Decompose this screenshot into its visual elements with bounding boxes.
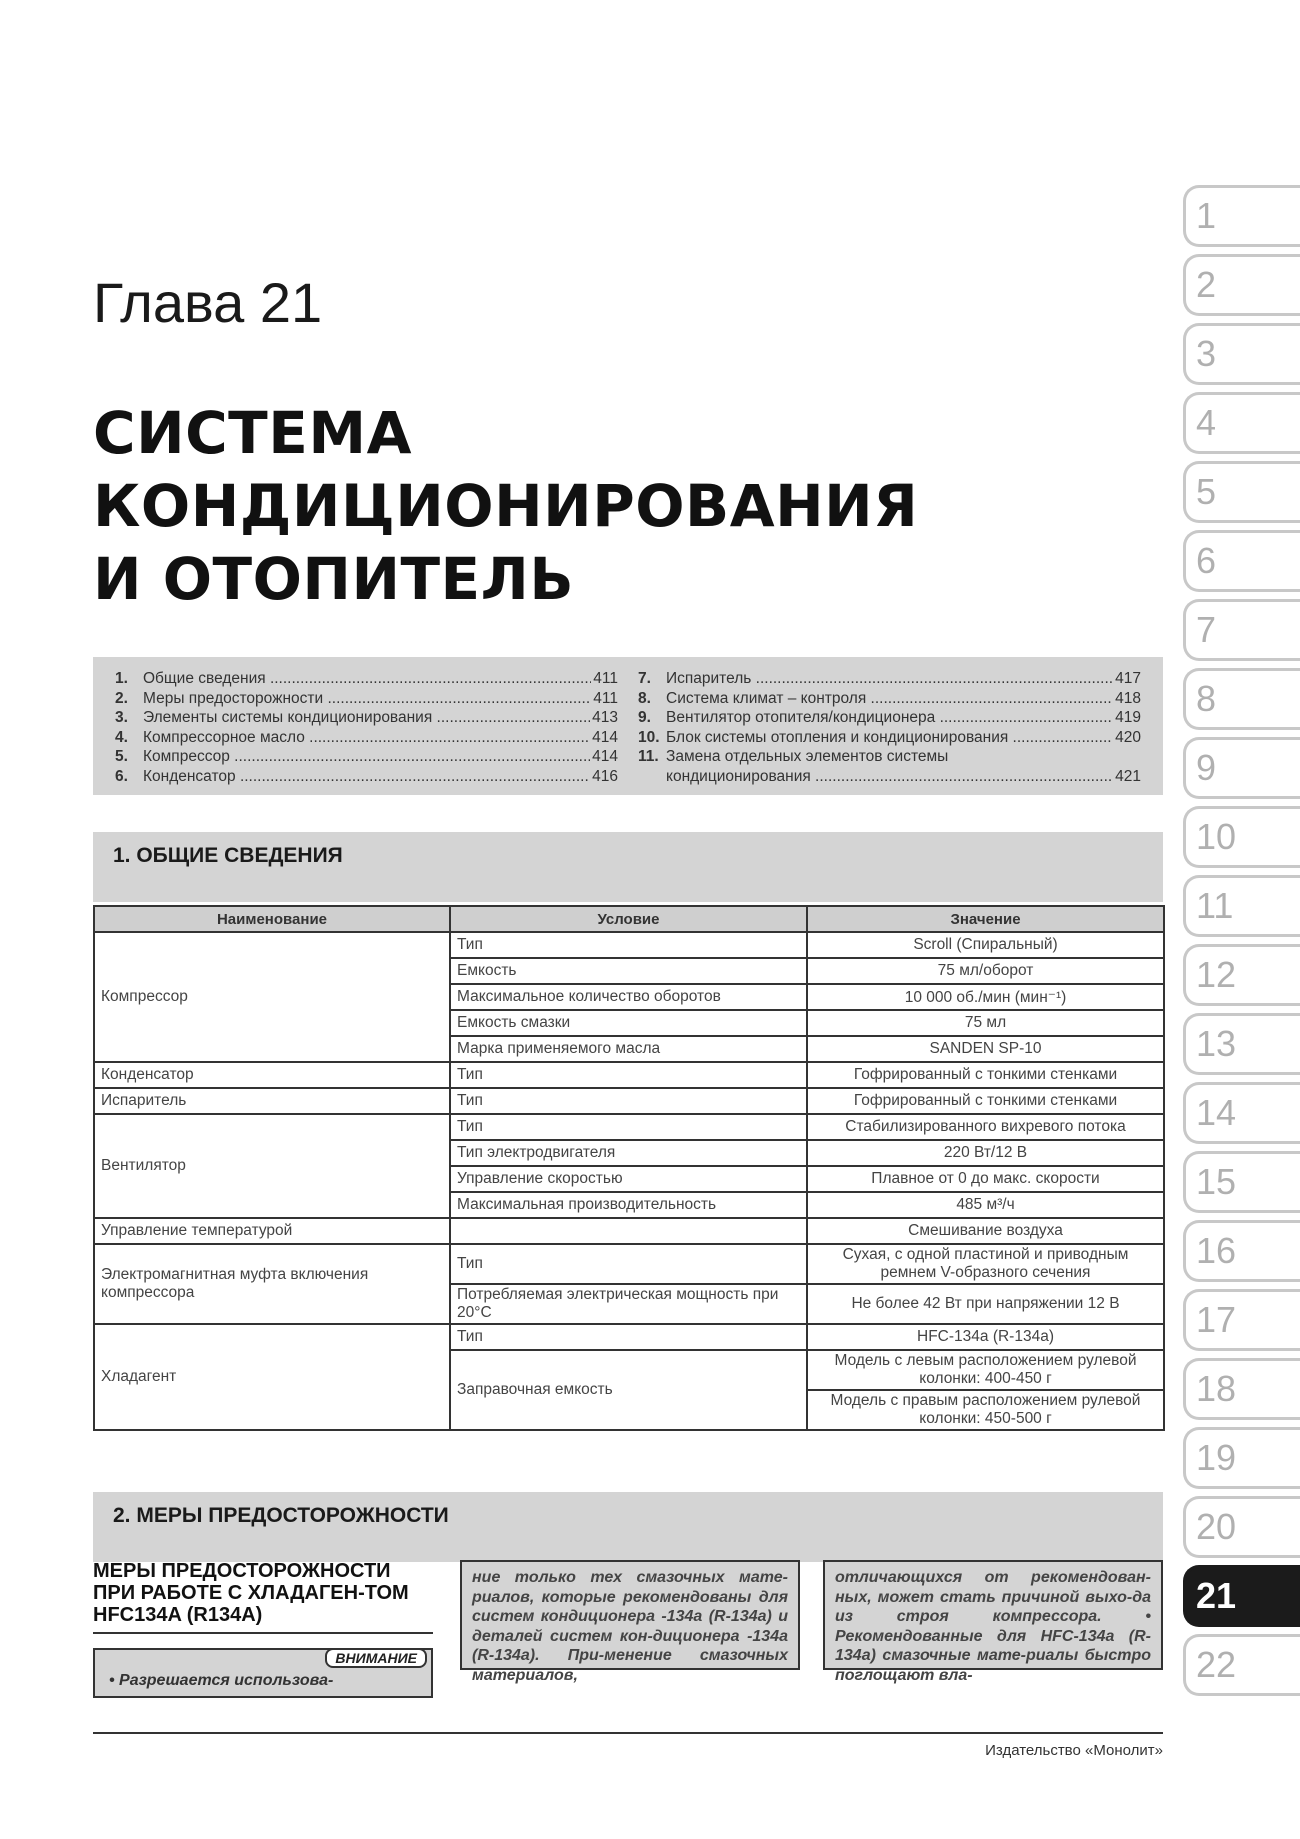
- chapter-tab-12[interactable]: 12: [1183, 944, 1300, 1006]
- toc-page: 421: [1115, 767, 1141, 785]
- text-column-1: [93, 1560, 433, 1698]
- chapter-tab-14[interactable]: 14: [1183, 1082, 1300, 1144]
- attention-text: • Разрешается использова-: [109, 1672, 334, 1689]
- chapter-tab-4[interactable]: 4: [1183, 392, 1300, 454]
- condition-cell: Тип электродвигателя: [450, 1140, 807, 1166]
- toc-item[interactable]: [638, 669, 1141, 689]
- toc-title: кондиционирования .....: [666, 767, 1113, 787]
- value-cell: 485 м³/ч: [807, 1192, 1164, 1218]
- table-row: [94, 1114, 1164, 1140]
- table-header-row: [94, 906, 1164, 932]
- table-of-contents: [93, 657, 1163, 795]
- toc-title: Элементы системы кондиционирования .....: [143, 708, 590, 728]
- title-line-3: И ОТОПИТЕЛЬ: [93, 545, 575, 613]
- toc-item[interactable]: [115, 747, 618, 767]
- chapter-tab-7[interactable]: 7: [1183, 599, 1300, 661]
- section-header-general: 1. ОБЩИЕ СВЕДЕНИЯ: [93, 832, 1163, 902]
- row-label: Испаритель: [94, 1088, 450, 1114]
- toc-title: Общие сведения .....: [143, 669, 591, 689]
- toc-title: Вентилятор отопителя/кондиционера .....: [666, 708, 1113, 728]
- toc-number: 7.: [638, 670, 651, 687]
- value-cell: 220 Вт/12 В: [807, 1140, 1164, 1166]
- chapter-tab-19[interactable]: 19: [1183, 1427, 1300, 1489]
- toc-number: 6.: [115, 767, 128, 785]
- toc-title: Замена отдельных элементов системы: [666, 748, 949, 765]
- condition-cell: Емкость: [450, 958, 807, 984]
- table-row: [94, 1088, 1164, 1114]
- value-cell: Scroll (Спиральный): [807, 932, 1164, 958]
- condition-cell: Марка применяемого масла: [450, 1036, 807, 1062]
- page-title: [93, 397, 918, 616]
- condition-cell: [450, 1218, 807, 1244]
- toc-title: Блок системы отопления и кондиционирования .....: [666, 728, 1113, 748]
- chapter-tab-6[interactable]: 6: [1183, 530, 1300, 592]
- table-row: [94, 1062, 1164, 1088]
- value-cell: SANDEN SP-10: [807, 1036, 1164, 1062]
- toc-title: Компрессор .....: [143, 747, 590, 767]
- value-cell: Сухая, с одной пластиной и приводным ремнем V-образного сечения: [807, 1244, 1164, 1284]
- value-cell: 75 мл: [807, 1010, 1164, 1036]
- value-cell: Гофрированный с тонкими стенками: [807, 1062, 1164, 1088]
- chapter-tab-13[interactable]: 13: [1183, 1013, 1300, 1075]
- toc-item[interactable]: [115, 728, 618, 748]
- row-label: Компрессор: [94, 932, 450, 1062]
- chapter-tab-11[interactable]: 11: [1183, 875, 1300, 937]
- condition-cell: Управление скоростью: [450, 1166, 807, 1192]
- toc-page: 416: [592, 767, 618, 785]
- row-label: Электромагнитная муфта включения компрессора: [94, 1244, 450, 1324]
- chapter-tab-15[interactable]: 15: [1183, 1151, 1300, 1213]
- chapter-tab-5[interactable]: 5: [1183, 461, 1300, 523]
- toc-column-right: [628, 669, 1151, 783]
- condition-cell: Тип: [450, 1088, 807, 1114]
- chapter-tab-10[interactable]: 10: [1183, 806, 1300, 868]
- header-cell: Значение: [807, 906, 1164, 932]
- section-header-precautions: 2. МЕРЫ ПРЕДОСТОРОЖНОСТИ: [93, 1492, 1163, 1562]
- condition-cell: Потребляемая электрическая мощность при 20°С: [450, 1284, 807, 1324]
- toc-column-left: [105, 669, 628, 783]
- text-column-3: отличающихся от рекомендован-ных, может стать причиной выхо-да из строя компрессора. • Рекомендованные для HFC-134a (R-134a) смазочные мате-риалы быстро поглощают вла-: [823, 1560, 1163, 1670]
- toc-number: 11.: [638, 748, 659, 765]
- condition-cell: Тип: [450, 1324, 807, 1350]
- toc-page: 414: [592, 748, 618, 765]
- chapter-label: Глава 21: [93, 271, 323, 334]
- toc-item[interactable]: [638, 689, 1141, 709]
- condition-cell: Тип: [450, 932, 807, 958]
- condition-cell: Максимальное количество оборотов: [450, 984, 807, 1010]
- toc-item[interactable]: [638, 708, 1141, 728]
- chapter-tab-8[interactable]: 8: [1183, 668, 1300, 730]
- table-row: [94, 1218, 1164, 1244]
- toc-title: Испаритель .....: [666, 669, 1113, 689]
- toc-page: 419: [1115, 709, 1141, 726]
- toc-number: 10.: [638, 728, 660, 746]
- value-cell: Не более 42 Вт при напряжении 12 В: [807, 1284, 1164, 1324]
- toc-item[interactable]: [115, 708, 618, 728]
- toc-page: 418: [1115, 689, 1141, 707]
- table-row: [94, 1324, 1164, 1350]
- value-cell: 75 мл/оборот: [807, 958, 1164, 984]
- toc-number: 8.: [638, 689, 651, 707]
- chapter-tab-17[interactable]: 17: [1183, 1289, 1300, 1351]
- toc-title: Конденсатор .....: [143, 767, 590, 787]
- toc-page: 414: [592, 728, 618, 746]
- toc-page: 413: [592, 709, 618, 726]
- toc-number: 9.: [638, 709, 651, 726]
- attention-label: ВНИМАНИЕ: [325, 1648, 427, 1668]
- title-line-2: КОНДИЦИОНИРОВАНИЯ: [93, 472, 919, 540]
- condition-cell: Тип: [450, 1114, 807, 1140]
- title-line-1: СИСТЕМА: [93, 399, 412, 467]
- toc-item[interactable]: [638, 747, 1141, 767]
- condition-cell: Заправочная емкость: [450, 1350, 807, 1430]
- row-label: Хладагент: [94, 1324, 450, 1430]
- toc-item[interactable]: [638, 728, 1141, 748]
- toc-item[interactable]: [115, 767, 618, 787]
- toc-title: Компрессорное масло .....: [143, 728, 590, 748]
- condition-cell: Тип: [450, 1062, 807, 1088]
- attention-box: [93, 1648, 433, 1698]
- value-cell: Модель с правым расположением рулевой колонки: 450-500 г: [807, 1390, 1164, 1430]
- toc-item[interactable]: [115, 689, 618, 709]
- chapter-tab-2[interactable]: 2: [1183, 254, 1300, 316]
- value-cell: Стабилизированного вихревого потока: [807, 1114, 1164, 1140]
- header-cell: Наименование: [94, 906, 450, 932]
- chapter-tab-9[interactable]: 9: [1183, 737, 1300, 799]
- chapter-tab-3[interactable]: 3: [1183, 323, 1300, 385]
- chapter-tab-21[interactable]: 21: [1183, 1565, 1300, 1627]
- toc-page: 417: [1115, 670, 1141, 687]
- toc-number: 3.: [115, 709, 128, 726]
- toc-page: 411: [593, 670, 618, 687]
- value-cell: Гофрированный с тонкими стенками: [807, 1088, 1164, 1114]
- toc-page: 420: [1115, 728, 1141, 746]
- value-cell: Плавное от 0 до макс. скорости: [807, 1166, 1164, 1192]
- row-label: Вентилятор: [94, 1114, 450, 1218]
- header-cell: Условие: [450, 906, 807, 932]
- table-row: [94, 932, 1164, 958]
- value-cell: Модель с левым расположением рулевой колонки: 400-450 г: [807, 1350, 1164, 1390]
- value-cell: Смешивание воздуха: [807, 1218, 1164, 1244]
- toc-page: 411: [593, 689, 618, 707]
- chapter-tabs: [1183, 185, 1300, 1703]
- publisher-footer: Издательство «Монолит»: [985, 1742, 1163, 1759]
- toc-title: Система климат – контроля .....: [666, 689, 1113, 709]
- value-cell: 10 000 об./мин (мин⁻¹): [807, 984, 1164, 1010]
- chapter-tab-20[interactable]: 20: [1183, 1496, 1300, 1558]
- condition-cell: Емкость смазки: [450, 1010, 807, 1036]
- toc-number: 1.: [115, 670, 128, 687]
- chapter-tab-1[interactable]: 1: [1183, 185, 1300, 247]
- toc-item[interactable]: [638, 767, 1141, 787]
- footer-divider: [93, 1732, 1163, 1734]
- table-row: [94, 1244, 1164, 1284]
- spec-table: [93, 905, 1165, 1431]
- toc-item[interactable]: [115, 669, 618, 689]
- condition-cell: Тип: [450, 1244, 807, 1284]
- sub-heading: МЕРЫ ПРЕДОСТОРОЖНОСТИ ПРИ РАБОТЕ С ХЛАДАГЕН-ТОМ HFC134A (R134A): [93, 1560, 433, 1634]
- chapter-tab-22[interactable]: 22: [1183, 1634, 1300, 1696]
- row-label: Управление температурой: [94, 1218, 450, 1244]
- text-column-2: ние только тех смазочных мате-риалов, которые рекомендованы для систем кондиционера -134a (R-134a) и деталей систем кон-диционера -134a (R-134a). При-менение смазочных материалов,: [460, 1560, 800, 1670]
- toc-page: [1139, 747, 1141, 767]
- chapter-tab-16[interactable]: 16: [1183, 1220, 1300, 1282]
- toc-number: 2.: [115, 689, 128, 707]
- toc-number: 5.: [115, 748, 128, 765]
- row-label: Конденсатор: [94, 1062, 450, 1088]
- toc-number: [638, 767, 666, 787]
- toc-title: Меры предосторожности .....: [143, 689, 591, 709]
- chapter-tab-18[interactable]: 18: [1183, 1358, 1300, 1420]
- toc-number: 4.: [115, 728, 128, 746]
- condition-cell: Максимальная производительность: [450, 1192, 807, 1218]
- value-cell: HFC-134a (R-134a): [807, 1324, 1164, 1350]
